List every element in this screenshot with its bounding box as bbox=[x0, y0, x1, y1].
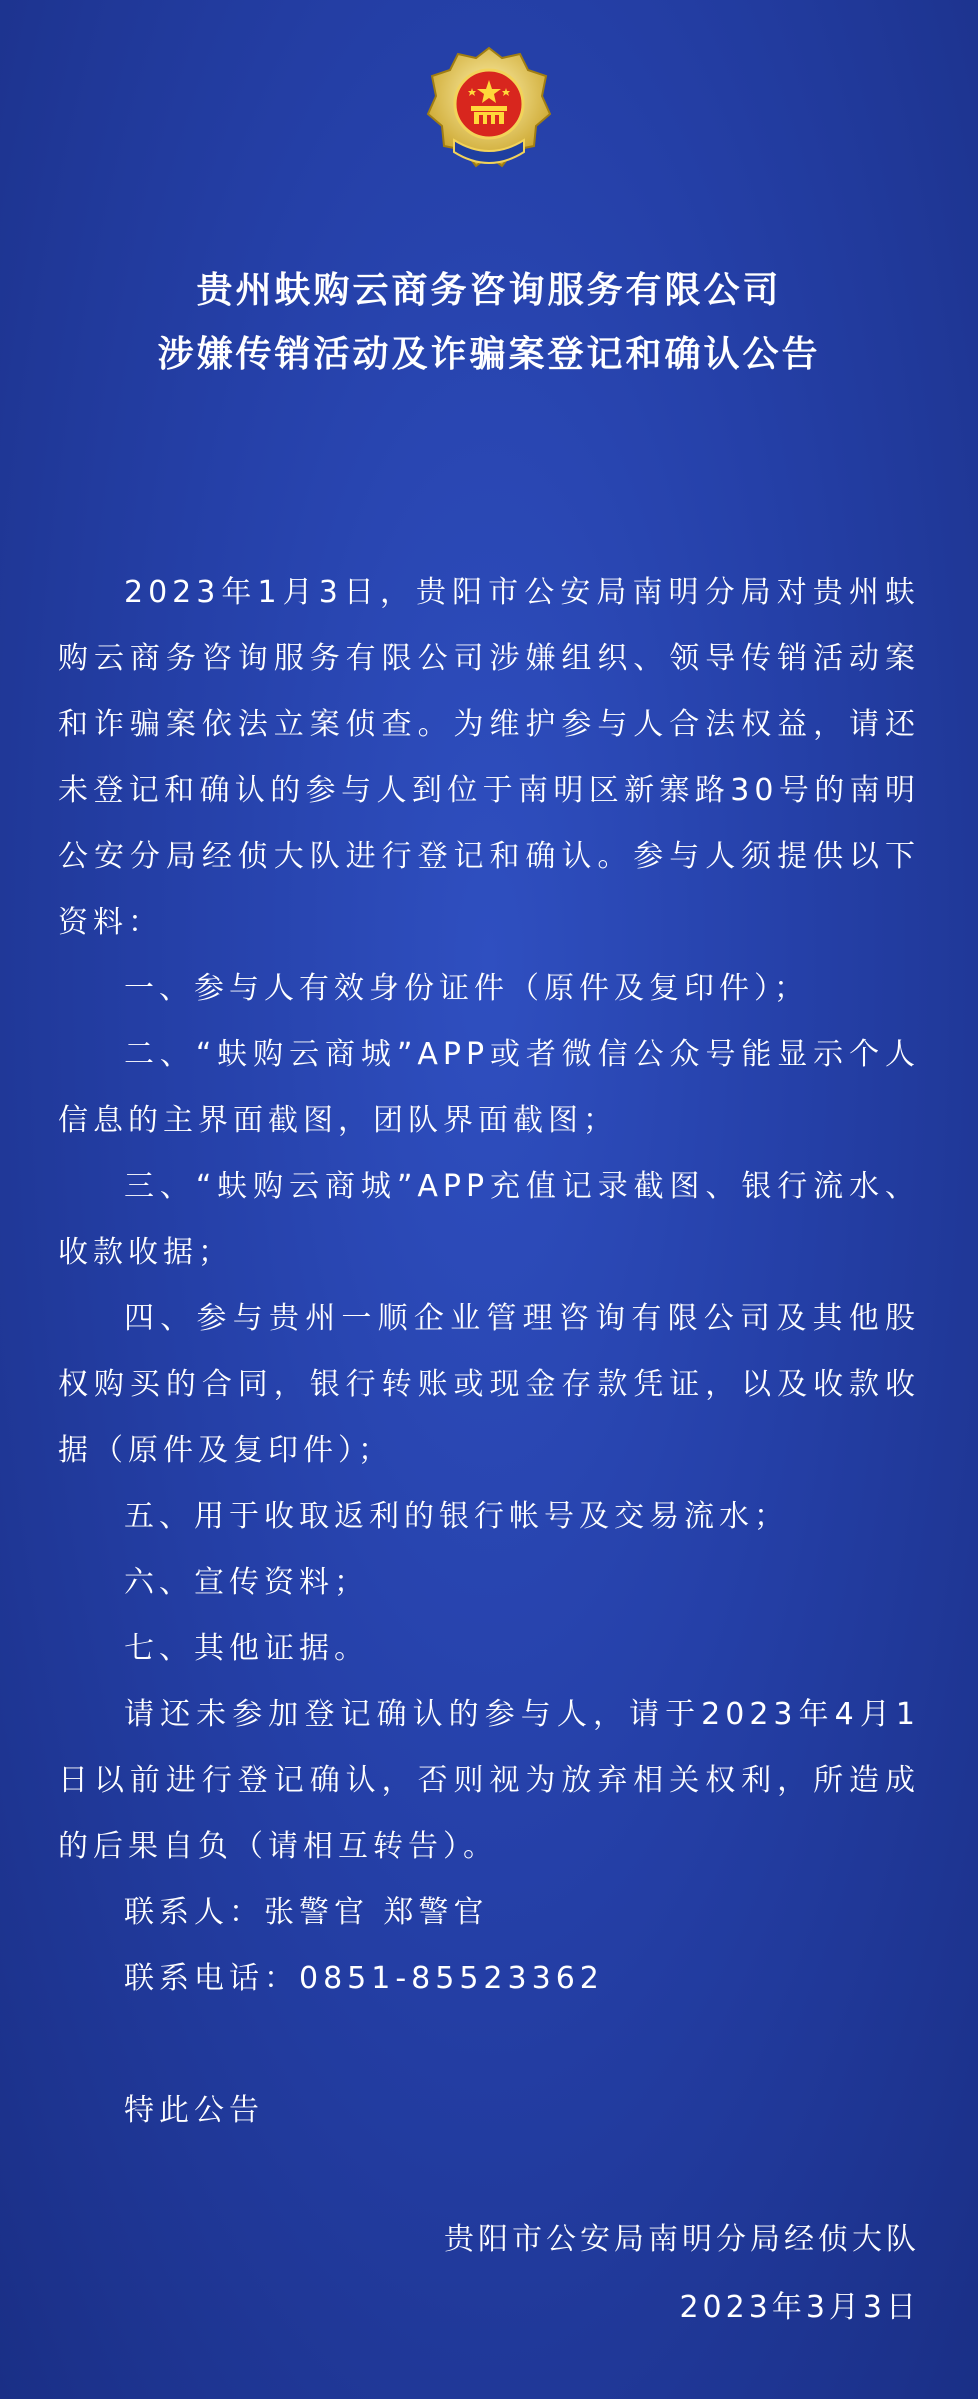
list-item: 六、宣传资料； bbox=[124, 1565, 369, 1600]
deadline-paragraph: 请还未参加登记确认的参与人，请于2023年4月1日以前进行登记确认，否则视为放弃相关权利，所造成的后果自负（请相互转告）。 bbox=[58, 1697, 920, 1864]
issuer-signature: 贵阳市公安局南明分局经侦大队 bbox=[444, 2222, 920, 2257]
contact-person: 联系人：张警官 郑警官 bbox=[124, 1895, 489, 1930]
list-item: 七、其他证据。 bbox=[124, 1631, 369, 1666]
list-item: 三、“蚨购云商城”APP充值记录截图、银行流水、收款收据； bbox=[58, 1169, 920, 1270]
notice-title-line-1: 贵州蚨购云商务咨询服务有限公司 bbox=[196, 270, 782, 311]
notice-title-line-2: 涉嫌传销活动及诈骗案登记和确认公告 bbox=[157, 334, 821, 375]
spacer bbox=[58, 2012, 920, 2078]
list-item: 五、用于收取返利的银行帐号及交易流水； bbox=[124, 1499, 789, 1534]
closing-text: 特此公告 bbox=[124, 2093, 264, 2128]
list-item: 四、参与贵州一顺企业管理咨询有限公司及其他股权购买的合同，银行转账或现金存款凭证，以及收款收据（原件及复印件）； bbox=[58, 1301, 920, 1468]
contact-phone: 联系电话：0851-85523362 bbox=[124, 1961, 604, 1996]
issue-date: 2023年3月3日 bbox=[679, 2290, 920, 2325]
list-item: 一、参与人有效身份证件（原件及复印件）； bbox=[124, 971, 809, 1006]
list-item: 二、“蚨购云商城”APP或者微信公众号能显示个人信息的主界面截图，团队界面截图； bbox=[58, 1037, 920, 1138]
intro-paragraph: 2023年1月3日，贵阳市公安局南明分局对贵州蚨购云商务咨询服务有限公司涉嫌组织、领导传销活动案和诈骗案依法立案侦查。为维护参与人合法权益，请还未登记和确认的参与人到位于南明区新寨路30号的南明公安分局经侦大队进行登记和确认。参与人须提供以下资料： bbox=[58, 575, 920, 940]
police-emblem-icon bbox=[424, 44, 554, 184]
notice-body bbox=[58, 560, 920, 2144]
